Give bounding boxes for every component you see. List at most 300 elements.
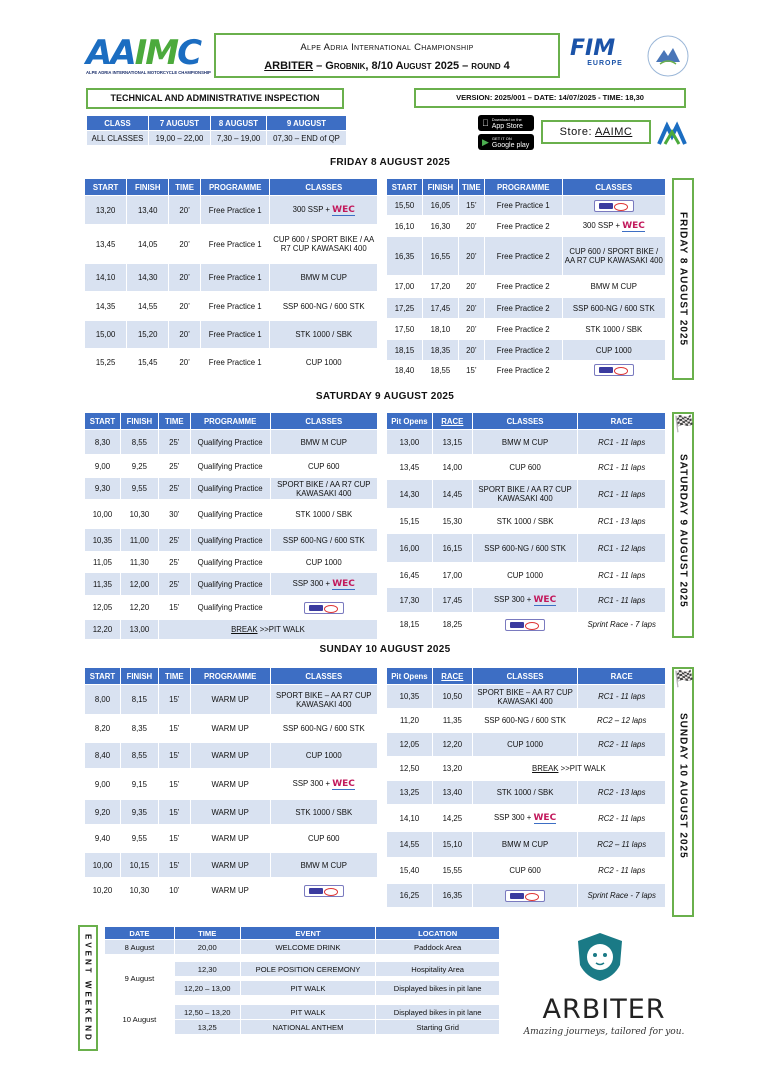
race-row [387,534,666,563]
class-name: SSP 300 + [493,595,534,604]
store-link[interactable]: AAIMC [594,126,633,138]
inspection-header-7aug: 7 AUGUST [149,116,211,131]
saturday-side-text: SATURDAY 9 AUGUST 2025 [677,454,689,608]
event-title [216,60,558,72]
class-cell [472,480,578,509]
class-name: SPORT BIKE – AA R7 CUP KAWASAKI 400 [276,690,372,709]
race-start-cell: 13,20 [432,757,472,781]
col-time: TIME [169,179,201,196]
finish-cell: 15,20 [127,321,169,349]
start-cell: 18,15 [387,340,423,361]
sprint-series-logo [505,619,545,631]
class-cell [562,319,665,340]
event-time: 12,50 – 13,20 [174,1005,240,1020]
finish-cell: 15,45 [127,349,169,377]
time-cell: 20’ [169,349,201,377]
start-cell: 12,20 [85,620,121,640]
schedule-row [85,196,378,225]
col-race-info: RACE [578,668,666,685]
time-cell: 10’ [158,878,190,904]
finish-cell: 9,35 [120,800,158,825]
google-small: GET IT ON [491,136,512,141]
finish-cell: 17,45 [422,298,458,319]
class-name: STK 1000 / SBK [295,807,353,817]
inspection-cell: 19,00 – 22,00 [149,131,211,146]
schedule-row [387,298,666,319]
saturday-title: SATURDAY 9 AUGUST 2025 [315,391,455,402]
time-cell: 25’ [158,430,190,455]
col-classes: CLASSES [472,668,578,685]
finish-cell: 8,15 [120,685,158,715]
store-label: Store: [559,126,595,138]
finish-cell: 14,55 [127,292,169,321]
finish-cell: 18,55 [422,361,458,380]
schedule-row [387,319,666,340]
race-row [387,563,666,588]
col-race: RACE [432,413,472,430]
time-cell: 20’ [169,264,201,292]
version-info: VERSION: 2025/001 – DATE: 14/07/2025 - TIME: 18,30 [414,88,686,108]
class-cell [270,715,377,743]
time-cell: 15’ [458,361,484,380]
class-cell [270,225,378,264]
programme-cell: Free Practice 2 [484,319,562,340]
col-time: TIME [174,927,240,940]
class-name: 300 SSP + [292,205,333,214]
time-cell: 15’ [158,743,190,769]
class-name: SPORT BIKE / AA R7 CUP KAWASAKI 400 [478,485,572,503]
class-cell [270,573,377,596]
inspection-header-8aug: 8 AUGUST [211,116,267,131]
class-cell [270,455,377,478]
col-location: LOCATION [376,927,500,940]
class-cell [472,563,578,588]
event-weekend-side-label [78,925,98,1051]
pit-opens-cell: 14,30 [387,480,433,509]
start-cell: 9,00 [85,769,121,800]
race-info-cell: RC1 - 13 laps [578,509,666,534]
inspection-title: TECHNICAL AND ADMINISTRATIVE INSPECTION [86,88,344,109]
finish-cell: 16,30 [422,216,458,237]
class-cell [270,552,377,573]
sunday-title: SUNDAY 10 AUGUST 2025 [319,644,451,655]
break-cell [472,757,665,781]
col-classes: CLASSES [472,413,578,430]
finish-cell: 14,30 [127,264,169,292]
schedule-row [387,237,666,276]
race-info-cell: RC1 - 11 laps [578,480,666,509]
event-location: Paddock Area [376,940,500,955]
class-cell [270,196,378,225]
programme-cell: WARM UP [190,769,270,800]
time-cell: 25’ [158,455,190,478]
programme-cell: Free Practice 2 [484,237,562,276]
time-cell: 20’ [458,298,484,319]
programme-cell: Free Practice 1 [200,321,270,349]
class-cell [472,832,578,858]
race-start-cell: 12,20 [432,733,472,757]
pit-opens-cell: 12,50 [387,757,433,781]
sprint-series-logo [304,885,344,897]
alpe-adria-logo [646,34,690,78]
race-info-cell: RC2 – 11 laps [578,832,666,858]
col-pit-opens: Pit Opens [387,413,433,430]
play-icon: ▶ [482,136,489,147]
start-cell: 8,20 [85,715,121,743]
finish-cell: 18,10 [422,319,458,340]
schedule-row [387,196,666,216]
sprint-series-logo [594,200,634,212]
col-programme: PROGRAMME [484,179,562,196]
wec-logo: WEC [332,779,355,789]
col-finish: FINISH [422,179,458,196]
event-date: 10 August [105,1005,175,1035]
col-programme: PROGRAMME [200,179,270,196]
race-row [387,858,666,884]
app-store-badge[interactable] [478,115,534,131]
programme-cell: Qualifying Practice [190,552,270,573]
friday-side-text: FRIDAY 8 AUGUST 2025 [677,211,689,347]
pit-opens-cell: 13,25 [387,781,433,805]
event-time: 12,30 [174,962,240,977]
google-play-label: Google play [491,142,530,149]
pit-opens-cell: 16,45 [387,563,433,588]
class-cell [562,237,665,276]
class-name: CUP 1000 [595,345,632,355]
col-classes: CLASSES [562,179,665,196]
col-time: TIME [158,668,190,685]
time-cell: 15’ [458,196,484,216]
class-name: BMW M CUP [501,840,549,849]
programme-cell: Free Practice 2 [484,276,562,298]
col-race-info: RACE [578,413,666,430]
class-cell [270,596,377,620]
finish-cell: 10,15 [120,853,158,878]
store-link-box[interactable] [541,120,651,144]
schedule-row [85,743,378,769]
break-label: BREAK [532,764,559,773]
store-badges [478,115,534,153]
apple-icon [482,118,489,128]
programme-cell: Free Practice 1 [484,196,562,216]
arbiter-tagline: Amazing journeys, tailored for you. [523,1027,685,1037]
finish-cell: 13,40 [127,196,169,225]
col-start: START [387,179,423,196]
col-classes: CLASSES [270,413,377,430]
friday-table-right [386,178,666,380]
championship-title: Alpe Adria International Championship [300,42,474,53]
col-start: START [85,179,127,196]
event-name: WELCOME DRINK [240,940,376,955]
schedule-row [85,430,378,455]
schedule-row [85,292,378,321]
programme-cell: Free Practice 2 [484,216,562,237]
time-cell: 20’ [458,216,484,237]
aaimc-mini-logo [657,120,687,148]
schedule-row [387,216,666,237]
programme-cell: Free Practice 1 [200,292,270,321]
class-cell [562,361,665,380]
col-time: TIME [158,413,190,430]
aaimc-logo-tagline: ALPE ADRIA INTERNATIONAL MOTORCYCLE CHAMPIONSHIP [86,70,211,75]
class-cell [270,264,378,292]
race-row [387,480,666,509]
time-cell: 15’ [158,800,190,825]
class-name: BMW M CUP [501,437,549,447]
saturday-side-label [672,412,694,638]
finish-cell: 8,55 [120,430,158,455]
schedule-row [85,349,378,377]
event-time: 13,25 [174,1020,240,1035]
class-name: CUP 600 / SPORT BIKE / AA R7 CUP KAWASAKI 400 [564,247,663,265]
race-row [387,613,666,637]
time-cell: 25’ [158,529,190,552]
time-cell: 15’ [158,825,190,853]
pit-opens-cell: 13,45 [387,455,433,480]
pit-opens-cell: 12,05 [387,733,433,757]
event-date: 8 August [105,940,175,955]
time-cell: 25’ [158,552,190,573]
programme-cell: Free Practice 2 [484,298,562,319]
checkered-flag-icon: 🏁 [674,416,694,433]
sunday-side-text: SUNDAY 10 AUGUST 2025 [677,713,689,859]
class-name: BMW M CUP [300,437,347,447]
class-cell [472,455,578,480]
schedule-row [387,361,666,380]
race-info-cell: RC1 - 11 laps [578,685,666,709]
start-cell: 8,00 [85,685,121,715]
programme-cell: WARM UP [190,878,270,904]
class-cell [270,825,377,853]
start-cell: 9,30 [85,478,121,500]
col-programme: PROGRAMME [190,668,270,685]
inspection-cell: 07,30 – END of QP [267,131,347,146]
finish-cell: 11,00 [120,529,158,552]
schedule-row [85,573,378,596]
class-name: SSP 600-NG / 600 STK [282,301,365,311]
class-cell [270,769,377,800]
schedule-row [85,321,378,349]
class-cell [472,613,578,637]
class-cell [472,534,578,563]
finish-cell: 13,00 [120,620,158,640]
class-name: CUP 600 / SPORT BIKE / AA R7 CUP KAWASAKI 400 [273,235,375,253]
wec-logo: WEC [622,221,645,231]
start-cell: 10,20 [85,878,121,904]
race-info-cell: RC2 – 12 laps [578,709,666,733]
start-cell: 14,35 [85,292,127,321]
event-name: PIT WALK [240,1005,376,1020]
time-cell: 20’ [169,321,201,349]
time-cell: 20’ [458,340,484,361]
programme-cell: Free Practice 2 [484,361,562,380]
time-cell: 20’ [458,276,484,298]
schedule-row [387,340,666,361]
pit-opens-cell: 18,15 [387,613,433,637]
class-name: 300 SSP + [582,221,623,230]
pit-opens-cell: 16,00 [387,534,433,563]
class-name: SPORT BIKE / AA R7 CUP KAWASAKI 400 [277,479,371,498]
class-cell [270,800,377,825]
time-cell: 25’ [158,573,190,596]
class-cell [562,298,665,319]
inspection-cell: ALL CLASSES [87,131,149,146]
sunday-table-left [84,667,378,904]
programme-cell: Qualifying Practice [190,573,270,596]
class-cell [562,340,665,361]
class-name: BMW M CUP [590,282,637,291]
finish-cell: 17,20 [422,276,458,298]
title-box [214,33,560,78]
time-cell: 15’ [158,853,190,878]
google-play-badge[interactable] [478,134,534,150]
friday-title: FRIDAY 8 AUGUST 2025 [329,157,451,168]
app-store-label: App Store [485,123,517,130]
start-cell: 16,10 [387,216,423,237]
class-cell [472,588,578,613]
inspection-header-class: CLASS [87,116,149,131]
event-time: 20,00 [174,940,240,955]
event-title-rest: – Grobnik, 8/10 August 2025 – round 4 [313,60,510,72]
class-cell [472,509,578,534]
class-name: SSP 300 + [292,579,333,588]
class-cell [270,685,377,715]
class-cell [472,685,578,709]
race-info-cell: RC1 - 11 laps [578,563,666,588]
programme-cell: WARM UP [190,715,270,743]
event-weekend-table [104,926,500,1035]
time-cell: 15’ [158,685,190,715]
class-name: STK 1000 / SBK [295,330,353,339]
start-cell: 13,45 [85,225,127,264]
class-name: CUP 600 [308,461,340,471]
fim-logo-sub: EUROPE [587,60,623,67]
col-pit-opens: Pit Opens [387,668,433,685]
finish-cell: 16,55 [422,237,458,276]
time-cell: 20’ [458,237,484,276]
race-row [387,733,666,757]
time-cell: 20’ [169,196,201,225]
pit-walk-label: >>PIT WALK [558,764,606,773]
schedule-row [85,800,378,825]
class-name: CUP 1000 [305,358,342,367]
finish-cell: 18,35 [422,340,458,361]
aaimc-logo [86,33,211,76]
schedule-row [85,478,378,500]
class-name: CUP 600 [509,866,541,875]
finish-cell: 16,05 [422,196,458,216]
col-start: START [85,413,121,430]
race-row [387,430,666,455]
finish-cell: 8,55 [120,743,158,769]
programme-cell: WARM UP [190,825,270,853]
schedule-row [85,715,378,743]
programme-cell: Free Practice 1 [200,264,270,292]
fim-europe-logo [570,38,640,78]
race-info-cell: RC2 - 11 laps [578,858,666,884]
start-cell: 11,35 [85,573,121,596]
race-start-cell: 14,00 [432,455,472,480]
event-date: 9 August [105,962,175,996]
race-start-cell: 13,15 [432,430,472,455]
pit-opens-cell: 11,20 [387,709,433,733]
finish-cell: 10,30 [120,500,158,529]
friday-table-left [84,178,378,377]
wec-logo: WEC [533,813,557,823]
arbiter-wordmark: ARBITER [542,994,666,1025]
inspection-header-9aug: 9 AUGUST [267,116,347,131]
programme-cell: Free Practice 1 [200,225,270,264]
programme-cell: Qualifying Practice [190,478,270,500]
start-cell: 10,00 [85,853,121,878]
race-info-cell: RC2 - 13 laps [578,781,666,805]
class-cell [270,500,377,529]
class-cell [270,878,377,904]
race-row [387,455,666,480]
schedule-row [387,276,666,298]
arbiter-title-word: ARBITER [264,60,314,72]
start-cell: 13,20 [85,196,127,225]
sunday-table-right [386,667,666,908]
class-cell [270,349,378,377]
class-cell [472,884,578,908]
friday-side-label [672,178,694,380]
race-start-cell: 13,40 [432,781,472,805]
finish-cell: 9,55 [120,478,158,500]
saturday-table-left [84,412,378,640]
programme-cell: WARM UP [190,853,270,878]
schedule-row [85,825,378,853]
race-start-cell: 15,10 [432,832,472,858]
fim-logo-word: FIM [570,36,616,61]
schedule-row [85,264,378,292]
finish-cell: 14,05 [127,225,169,264]
schedule-row [85,853,378,878]
class-name: SSP 600-NG / 600 STK [282,724,365,733]
time-cell: 15’ [158,596,190,620]
col-finish: FINISH [120,413,158,430]
race-row [387,685,666,709]
start-cell: 10,00 [85,500,121,529]
pit-opens-cell: 17,30 [387,588,433,613]
class-cell [562,276,665,298]
race-info-cell: Sprint Race - 7 laps [578,613,666,637]
col-finish: FINISH [120,668,158,685]
start-cell: 12,05 [85,596,121,620]
class-cell [562,216,665,237]
programme-cell: Qualifying Practice [190,455,270,478]
schedule-row [85,455,378,478]
pit-opens-cell: 15,40 [387,858,433,884]
class-name: CUP 1000 [507,740,543,749]
start-cell: 10,35 [85,529,121,552]
event-name: PIT WALK [240,981,376,996]
start-cell: 11,05 [85,552,121,573]
sunday-side-label [672,667,694,917]
break-cell [158,620,377,640]
race-row [387,709,666,733]
class-name: STK 1000 / SBK [496,516,554,526]
col-start: START [85,668,121,685]
class-name: STK 1000 / SBK [496,788,554,797]
race-info-cell: RC2 - 11 laps [578,733,666,757]
race-row [387,884,666,908]
app-store-small: Download on the [485,117,516,122]
sprint-series-logo [505,890,545,902]
sprint-series-logo [594,364,634,376]
pit-opens-cell: 14,55 [387,832,433,858]
race-start-cell: 17,00 [432,563,472,588]
